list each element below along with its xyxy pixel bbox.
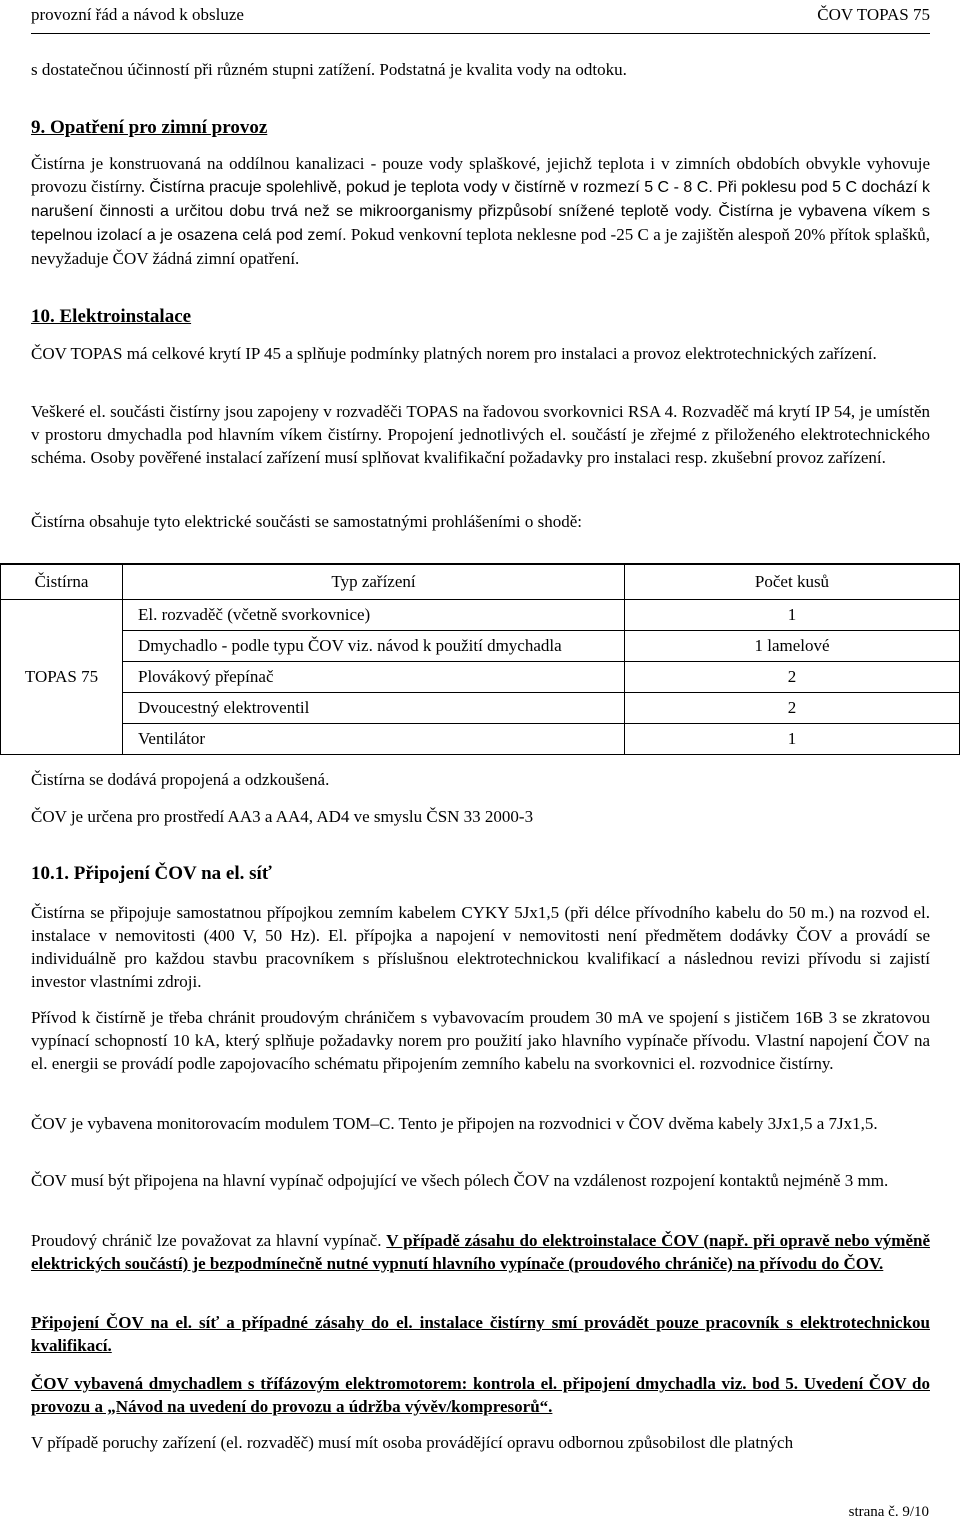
page-number: strana č. 9/10 [848, 1504, 929, 1520]
intro-line: s dostatečnou účinností při různém stupni zatížení. Podstatná je kvalita vody na odtoku. [31, 60, 627, 79]
section-10-paragraph-2: Veškeré el. součásti čistírny jsou zapojeny v rozvaděči TOPAS na řadovou svorkovnici RSA 4. Rozvaděč má krytí IP 54, je umístěn v prostoru dmychadla pod hlavním víkem čistírny. Propojení jednotlivých el. součástí je zřejmé z přiloženého elektrotechnického schéma. Osoby pověřené instalací zařízení musí splňovat kvalifikační požadavky pro instalaci resp. zkušební provoz zařízení. [31, 402, 930, 467]
section-10-1-title: 10.1. Připojení ČOV na el. síť [31, 863, 272, 884]
count-cell: 2 [625, 662, 960, 693]
table-row [1, 662, 960, 693]
table-header-row [1, 564, 960, 600]
page-header [31, 3, 930, 34]
after-table-paragraph-1: Čistírna se dodává propojená a odzkoušená. [31, 770, 330, 789]
section-10-1-paragraph-5: Proudový chránič lze považovat za hlavní vypínač. V případě zásahu do elektroinstalace ČOV (např. při opravě nebo výměně elektrických součástí) je bezpodmínečně nutné vypnutí hlavního vypínače (proudového chrániče) na přívodu do ČOV. [31, 1231, 930, 1273]
count-cell: 1 [625, 600, 960, 631]
section-10-1-paragraph-8: V případě poruchy zařízení (el. rozvaděč) musí mít osoba provádějící opravu odbornou způsobilost dle platných [31, 1433, 794, 1452]
section-10-1-paragraph-7: ČOV vybavená dmychadlem s třífázovým elektromotorem: kontrola el. připojení dmychadla viz. bod 5. Uvedení ČOV do provozu a „Návod na uvedení do provozu a údržba vývěv/kompresorů“. [31, 1374, 930, 1416]
header-right: ČOV TOPAS 75 [817, 5, 930, 24]
col-header-count: Počet kusů [625, 564, 960, 600]
table-row [1, 693, 960, 724]
section-10-1-paragraph-6: Připojení ČOV na el. síť a případné zásahy do el. instalace čistírny smí provádět pouze pracovník s elektrotechnickou kvalifikací. [31, 1313, 930, 1355]
section-10-title: 10. Elektroinstalace [31, 306, 192, 327]
col-header-plant: Čistírna [1, 564, 123, 600]
section-10-paragraph-3: Čistírna obsahuje tyto elektrické součásti se samostatnými prohlášeními o shodě: [31, 512, 582, 531]
count-cell: 1 [625, 724, 960, 755]
type-cell: Ventilátor [123, 724, 625, 755]
section-10-1-paragraph-1: Čistírna se připojuje samostatnou přípojkou zemním kabelem CYKY 5Jx1,5 (při délce přívodního kabelu do 50 m.) na rozvod el. instalace v nemovitosti (400 V, 50 Hz). El. přípojka a napojení v nemovitosti není předmětem dodávky ČOV a provádí se individuálně pro každou stavbu pracovníkem s příslušnou elektrotechnickou kvalifikací a následnou revizi přívodu si zajistí investor vlastními zdroji. [31, 903, 930, 991]
type-cell: El. rozvaděč (včetně svorkovnice) [123, 600, 625, 631]
table-row [1, 600, 960, 631]
col-header-type: Typ zařízení [123, 564, 625, 600]
section-9-paragraph: Čistírna je konstruovaná na oddílnou kanalizaci - pouze vody splaškové, jejichž teplota i v zimních obdobích obvykle vyhovuje provozu čistírny. Čistírna pracuje spolehlivě, pokud je teplota vody v čistírně v rozmezí 5 C - 8 C. Při poklesu pod 5 C dochází k narušení činnosti a určitou dobu trvá než se mikroorganismy přizpůsobí snížené teplotě vody. Čistírna je vybavena víkem s tepelnou izolací a je osazena celá pod zemí. Pokud venkovní teplota neklesne pod -25 C a je zajištěn alespoň 20% přítok splašků, nevyžaduje ČOV žádná zimní opatření. [31, 154, 930, 268]
section-10-1-paragraph-3: ČOV je vybavena monitorovacím modulem TOM–C. Tento je připojen na rozvodnici v ČOV dvěma kabely 3Jx1,5 a 7Jx1,5. [31, 1114, 878, 1133]
warning-text: V případě zásahu do elektroinstalace ČOV (např. při opravě nebo výměně elektrických součástí) je bezpodmínečně nutné vypnutí hlavního vypínače (proudového chrániče) na přívodu do ČOV. [31, 1231, 930, 1273]
section-10-1-paragraph-4: ČOV musí být připojena na hlavní vypínač odpojující ve všech pólech ČOV na vzdálenost rozpojení kontaktů nejméně 3 mm. [31, 1171, 889, 1190]
count-cell: 2 [625, 693, 960, 724]
table-row [1, 631, 960, 662]
section-10-1-paragraph-2: Přívod k čistírně je třeba chránit proudovým chráničem s vybavovacím proudem 30 mA ve spojení s jističem 16B 3 se zkratovou vypínací schopností 10 kA, který splňuje požadavky norem pro použití jako hlavního vypínače přívodu. Vlastní napojení ČOV na el. energii se provádí podle zapojovacího schématu připojením zemního kabelu na svorkovnici el. rozvodnice čistírny. [31, 1008, 930, 1073]
type-cell: Dvoucestný elektroventil [123, 693, 625, 724]
type-cell: Plovákový přepínač [123, 662, 625, 693]
after-table-paragraph-2: ČOV je určena pro prostředí AA3 a AA4, AD4 ve smyslu ČSN 33 2000-3 [31, 807, 534, 826]
section-9-title: 9. Opatření pro zimní provoz [31, 117, 268, 138]
type-cell: Dmychadlo - podle typu ČOV viz. návod k použití dmychadla [123, 631, 625, 662]
header-left: provozní řád a návod k obsluze [31, 5, 244, 24]
table-row [1, 724, 960, 755]
section-10-paragraph-1: ČOV TOPAS má celkové krytí IP 45 a splňuje podmínky platných norem pro instalaci a provoz elektrotechnických zařízení. [31, 344, 877, 363]
count-cell: 1 lamelové [625, 631, 960, 662]
plant-cell: TOPAS 75 [1, 600, 123, 755]
components-table [0, 563, 960, 755]
